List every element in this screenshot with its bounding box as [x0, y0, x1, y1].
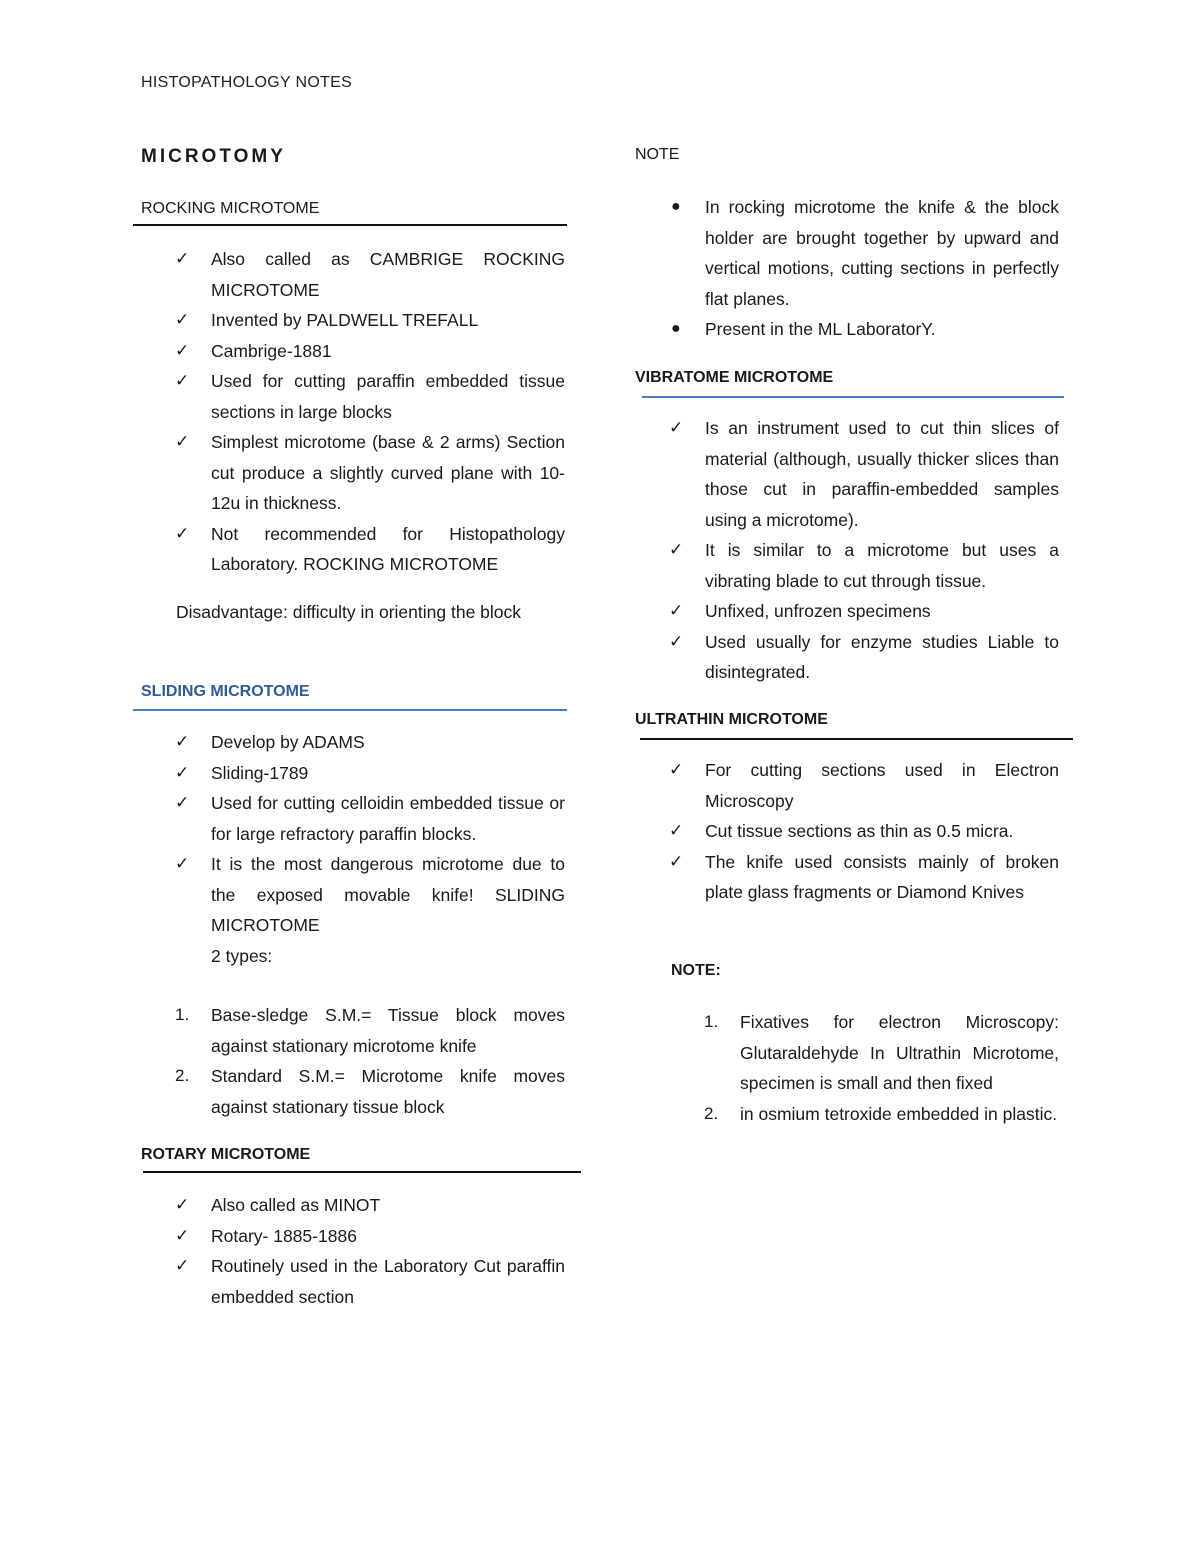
rocking-list — [141, 244, 565, 580]
check-icon: ✓ — [175, 523, 190, 543]
check-icon: ✓ — [669, 418, 684, 437]
note2-list — [670, 1007, 1059, 1129]
check-icon: ✓ — [175, 249, 190, 268]
page-header: HISTOPATHOLOGY NOTES — [141, 74, 353, 91]
sliding-heading: SLIDING MICROTOME — [141, 683, 310, 700]
list-number: 2. — [704, 1103, 719, 1123]
vibratome-underline — [642, 396, 1064, 398]
types-label: 2 types: — [211, 945, 273, 966]
rotary-underline — [143, 1171, 581, 1173]
list-item: ✓ For cutting sections used in Electron Microscopy — [635, 755, 1059, 816]
list-item: ✓ Is an instrument used to cut thin slices of material (although, usually thicker slices than those cut in paraffin-embedded samples using a microtome). — [635, 413, 1059, 535]
sliding-list — [141, 727, 565, 971]
rocking-disadvantage: Disadvantage: difficulty in orienting the block — [176, 602, 522, 622]
list-item: ✓ The knife used consists mainly of broken plate glass fragments or Diamond Knives — [635, 847, 1059, 908]
check-icon: ✓ — [669, 760, 684, 779]
rotary-heading: ROTARY MICROTOME — [141, 1146, 311, 1163]
check-icon: ✓ — [669, 631, 684, 651]
check-icon: ✓ — [669, 601, 684, 620]
note2-heading: NOTE: — [671, 962, 721, 979]
check-icon: ✓ — [175, 732, 190, 751]
list-item: ✓ It is similar to a microtome but uses a vibrating blade to cut through tissue. — [635, 535, 1059, 596]
vibratome-list — [635, 413, 1059, 688]
ultrathin-underline — [640, 738, 1073, 740]
rocking-heading: ROCKING MICROTOME — [141, 200, 320, 217]
list-item: ✓ Cut tissue sections as thin as 0.5 micra. — [635, 816, 1059, 847]
list-item: ✓ Not recommended for Histopathology Laboratory. ROCKING MICROTOME — [141, 519, 565, 580]
ultrathin-list — [635, 755, 1059, 908]
list-number: 1. — [704, 1012, 719, 1031]
check-icon: ✓ — [175, 1225, 190, 1245]
list-item: ✓ Also called as MINOT — [141, 1190, 565, 1221]
rocking-underline — [133, 224, 567, 226]
check-icon: ✓ — [175, 793, 190, 812]
list-item: ✓ Develop by ADAMS — [141, 727, 565, 758]
list-number: 1. — [175, 1005, 190, 1024]
check-icon: ✓ — [669, 540, 684, 559]
list-item: ✓ Simplest microtome (base & 2 arms) Section cut produce a slightly curved plane with 10-12u in thickness. — [141, 427, 565, 519]
list-item: ✓ Invented by PALDWELL TREFALL — [141, 305, 565, 336]
ultrathin-heading: ULTRATHIN MICROTOME — [635, 711, 828, 728]
check-icon: ✓ — [175, 340, 190, 360]
bullet-icon: ● — [671, 198, 681, 215]
page-title: MICROTOMY — [141, 146, 286, 167]
check-icon: ✓ — [175, 1195, 190, 1214]
check-icon: ✓ — [175, 1256, 190, 1275]
list-item: ✓ Unfixed, unfrozen specimens — [635, 596, 1059, 627]
list-item: ✓ Rotary- 1885-1886 — [141, 1221, 565, 1252]
check-icon: ✓ — [175, 371, 190, 390]
check-icon: ✓ — [175, 854, 190, 873]
check-icon: ✓ — [669, 851, 684, 871]
list-item: 1. Base-sledge S.M.= Tissue block moves against stationary microtome knife — [141, 1000, 565, 1061]
list-item: ✓ Sliding-1789 — [141, 758, 565, 789]
list-item: ✓ Routinely used in the Laboratory Cut paraffin embedded section — [141, 1251, 565, 1312]
list-item: ✓ It is the most dangerous microtome due to the exposed movable knife! SLIDING MICROTOME — [141, 849, 565, 941]
check-icon: ✓ — [175, 762, 190, 782]
note-heading: NOTE — [635, 146, 680, 163]
bullet-icon: ● — [671, 320, 681, 337]
check-icon: ✓ — [669, 821, 684, 840]
note-list — [635, 192, 1059, 345]
sliding-types-list — [141, 1000, 565, 1122]
list-item: ✓ Used for cutting paraffin embedded tissue sections in large blocks — [141, 366, 565, 427]
list-item: 1. Fixatives for electron Microscopy: Glutaraldehyde In Ultrathin Microtome, specimen is small and then fixed — [670, 1007, 1059, 1099]
list-item — [141, 941, 565, 972]
list-item: 2. Standard S.M.= Microtome knife moves against stationary tissue block — [141, 1061, 565, 1122]
list-item: ✓ Used for cutting celloidin embedded tissue or for large refractory paraffin blocks. — [141, 788, 565, 849]
list-item: ✓ Used usually for enzyme studies Liable to disintegrated. — [635, 627, 1059, 688]
check-icon: ✓ — [175, 432, 190, 451]
list-item: ● Present in the ML LaboratorY. — [635, 314, 1059, 345]
check-icon: ✓ — [175, 310, 190, 329]
list-item: 2. in osmium tetroxide embedded in plastic. — [670, 1099, 1059, 1130]
sliding-underline — [133, 709, 567, 711]
vibratome-heading: VIBRATOME MICROTOME — [635, 369, 834, 386]
list-item: ✓ Cambrige-1881 — [141, 336, 565, 367]
list-number: 2. — [175, 1066, 190, 1085]
list-item: ● In rocking microtome the knife & the block holder are brought together by upward and vertical motions, cutting sections in perfectly flat planes. — [635, 192, 1059, 314]
rotary-list — [141, 1190, 565, 1312]
list-item: ✓ Also called as CAMBRIGE ROCKING MICROTOME — [141, 244, 565, 305]
